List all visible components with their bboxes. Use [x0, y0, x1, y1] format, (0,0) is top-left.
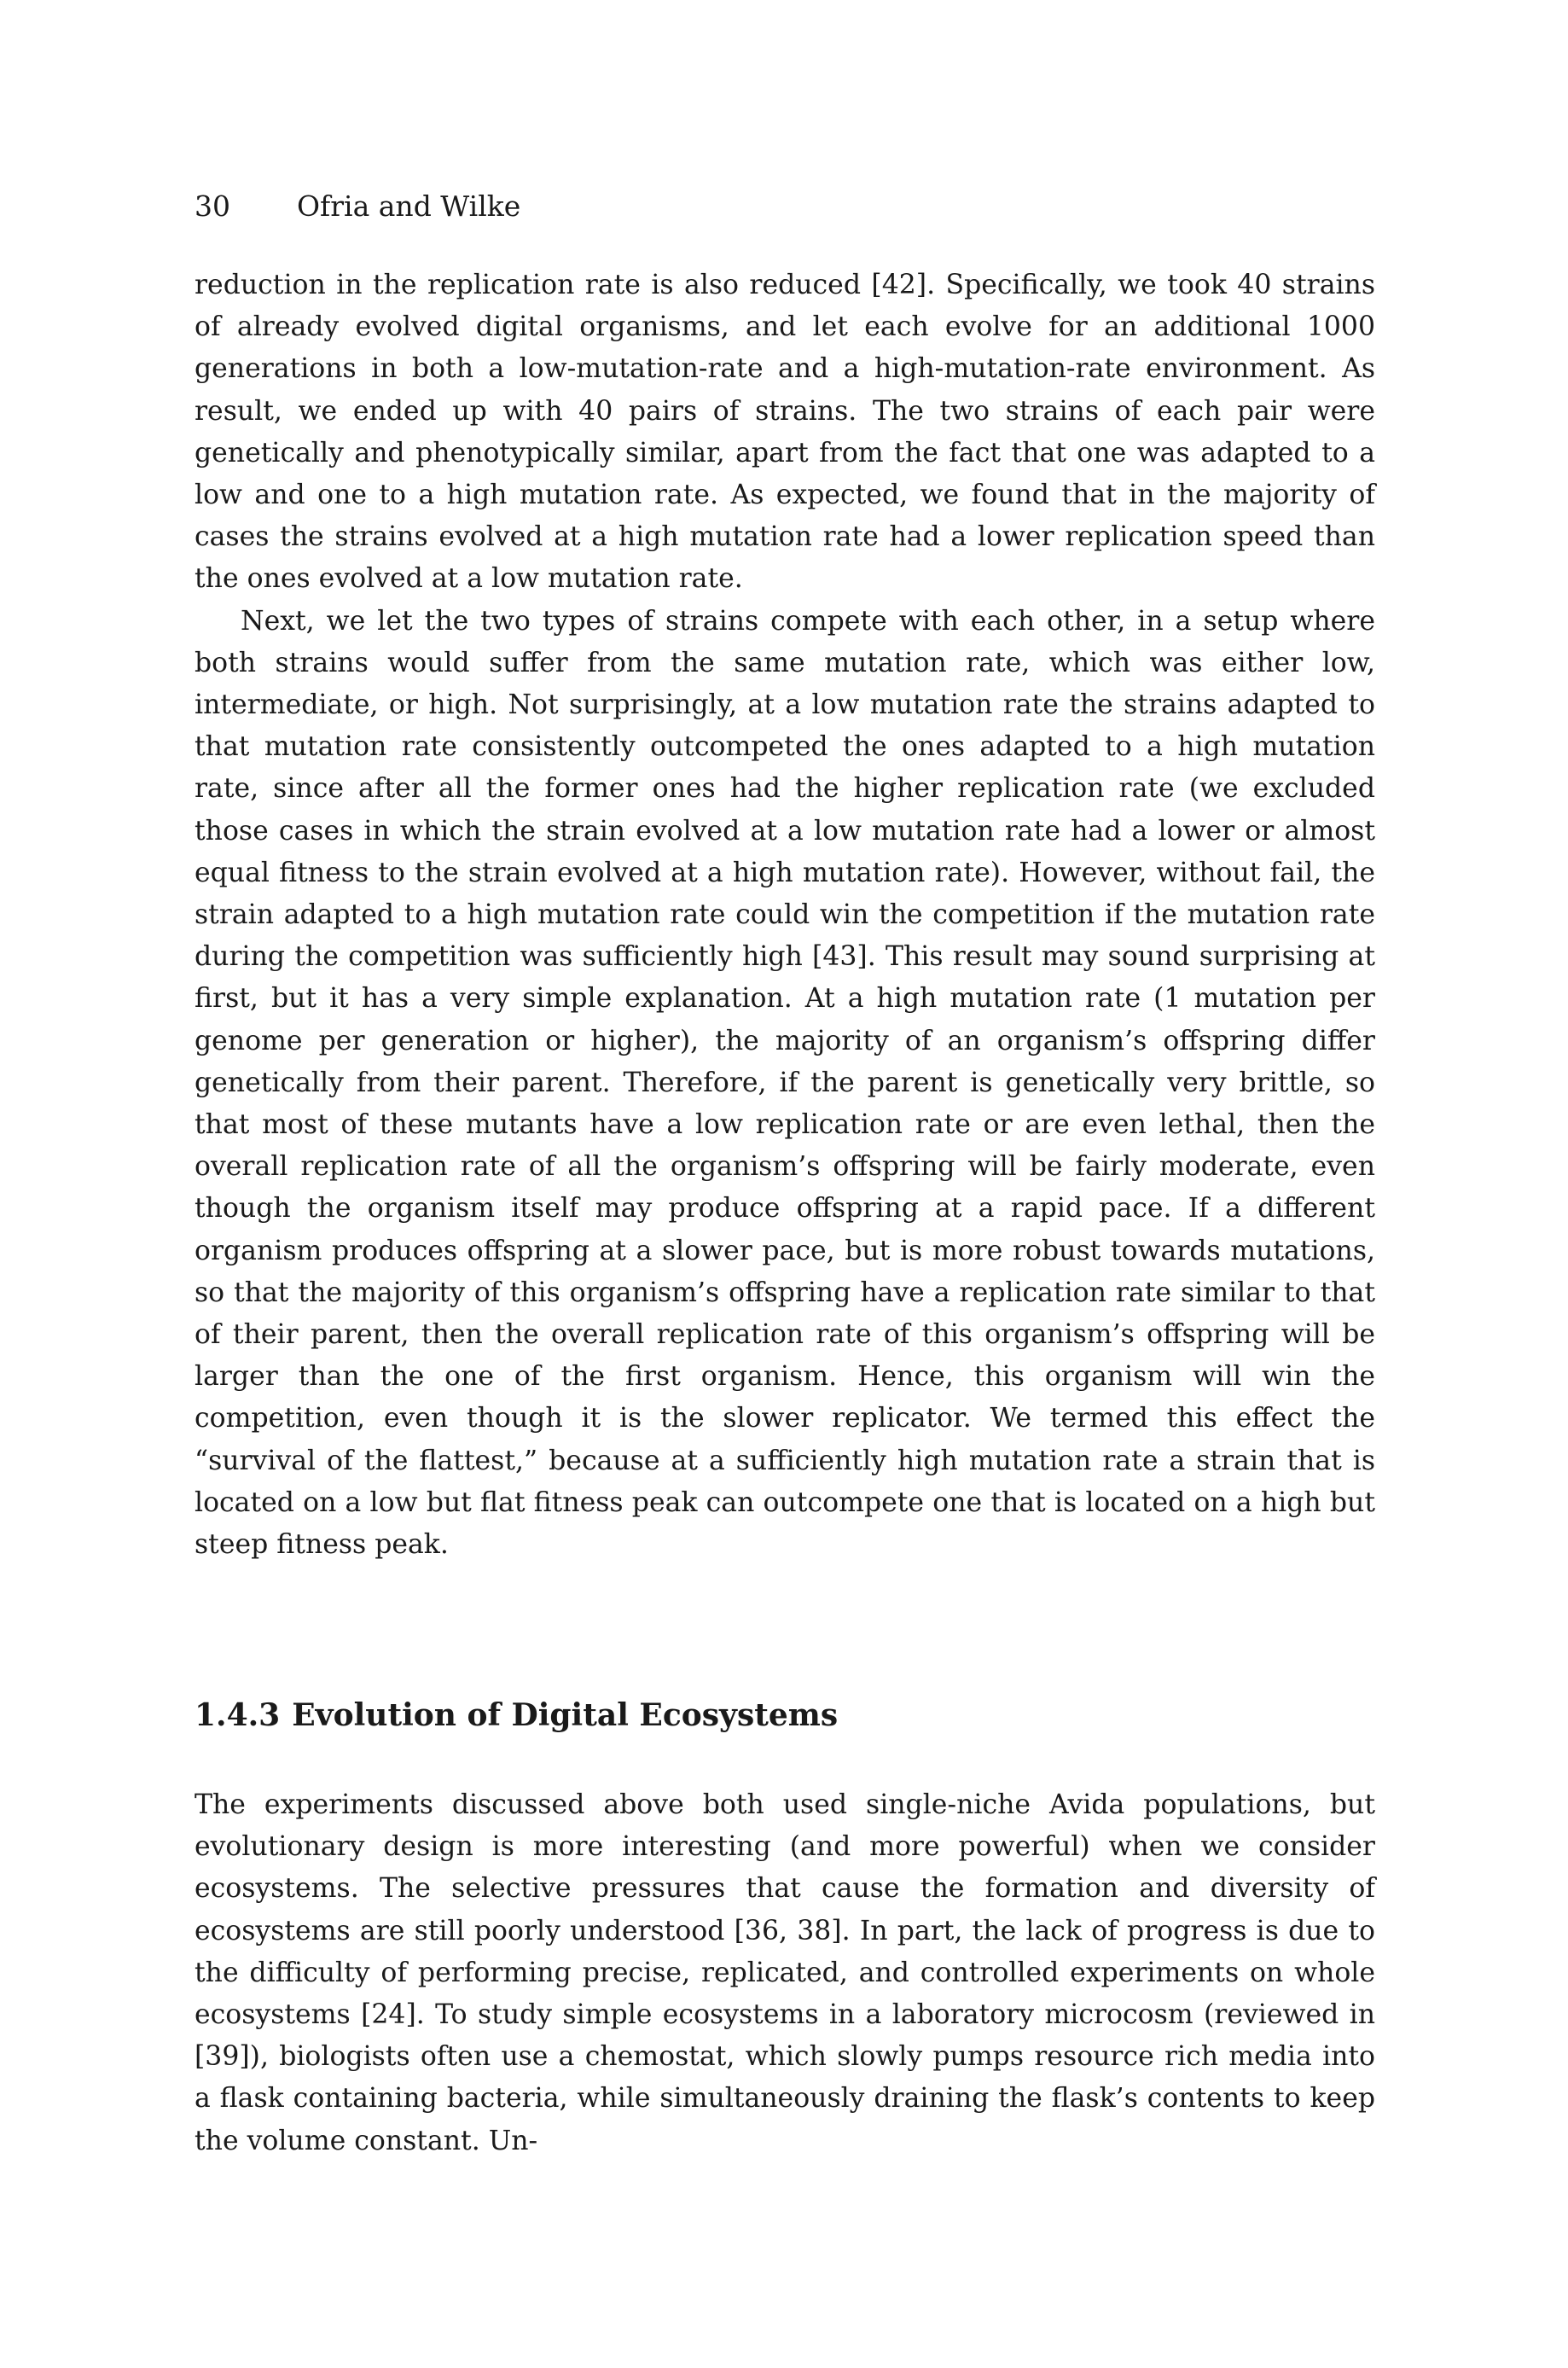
section-heading: [195, 1696, 838, 1734]
running-head-authors: Ofria and Wilke: [297, 189, 521, 223]
paragraph: The experiments discussed above both used single-niche Avida populations, but evolutionary design is more interesting (and more powerful) when we consider ecosystems. The selective pressures that cause the formation and diversity of ecosystems are still poorly understood [36, 38]. In part, the lack of progress is due to the difficulty of performing precise, replicated, and controlled experiments on whole ecosystems [24]. To study simple ecosystems in a laboratory microcosm (reviewed in [39]), biologists often use a chemostat, which slowly pumps resource rich media into a flask containing bacteria, while simultaneously draining the flask’s contents to keep the volume constant. Un-: [195, 1789, 1375, 2156]
paragraph: Next, we let the two types of strains compete with each other, in a setup where both strains would suffer from the same mutation rate, which was either low, intermediate, or high. Not surprisingly, at a low mutation rate the strains adapted to that mutation rate consistently outcompeted the ones adapted to a high mutation rate, since after all the former ones had the higher replication rate (we excluded those cases in which the strain evolved at a low mutation rate had a lower or almost equal fitness to the strain evolved at a high mutation rate). However, without fail, the strain adapted to a high mutation rate could win the competition if the mutation rate during the competition was sufficiently high [43]. This result may sound surprising at first, but it has a very simple explanation. At a high mutation rate (1 mutation per genome per generation or higher), the majority of an organism’s offspring differ genetically from their parent. Therefore, if the parent is genetically very brittle, so that most of these mutants have a low replication rate or are even lethal, then the overall replication rate of all the organism’s offspring will be fairly moderate, even though the organism itself may produce offspring at a rapid pace. If a different organism produces offspring at a slower pace, but is more robust towards mutations, so that the majority of this organism’s offspring have a replication rate similar to that of their parent, then the overall replication rate of this organism’s offspring will be larger than the one of the first organism. Hence, this organism will win the competition, even though it is the slower replicator. We termed this effect the “survival of the flattest,” because at a sufficiently high mutation rate a strain that is located on a low but flat fitness peak can outcompete one that is located on a high but steep fitness peak.: [195, 605, 1375, 1561]
section-number: 1.4.3: [195, 1697, 281, 1733]
section-title: Evolution of Digital Ecosystems: [292, 1697, 839, 1733]
page-number: 30: [195, 189, 230, 223]
body-text: [195, 265, 1375, 1566]
paragraph: reduction in the replication rate is also reduced [42]. Specifically, we took 40 strains of already evolved digital organisms, and let each evolve for an additional 1000 generations in both a low-mutation-rate and a high-mutation-rate environment. As result, we ended up with 40 pairs of strains. The two strains of each pair were genetically and phenotypically similar, apart from the fact that one was adapted to a low and one to a high mutation rate. As expected, we found that in the majority of cases the strains evolved at a high mutation rate had a lower replication speed than the ones evolved at a low mutation rate.: [195, 270, 1375, 595]
running-head: [195, 189, 520, 224]
section-body-text: [195, 1784, 1375, 2162]
